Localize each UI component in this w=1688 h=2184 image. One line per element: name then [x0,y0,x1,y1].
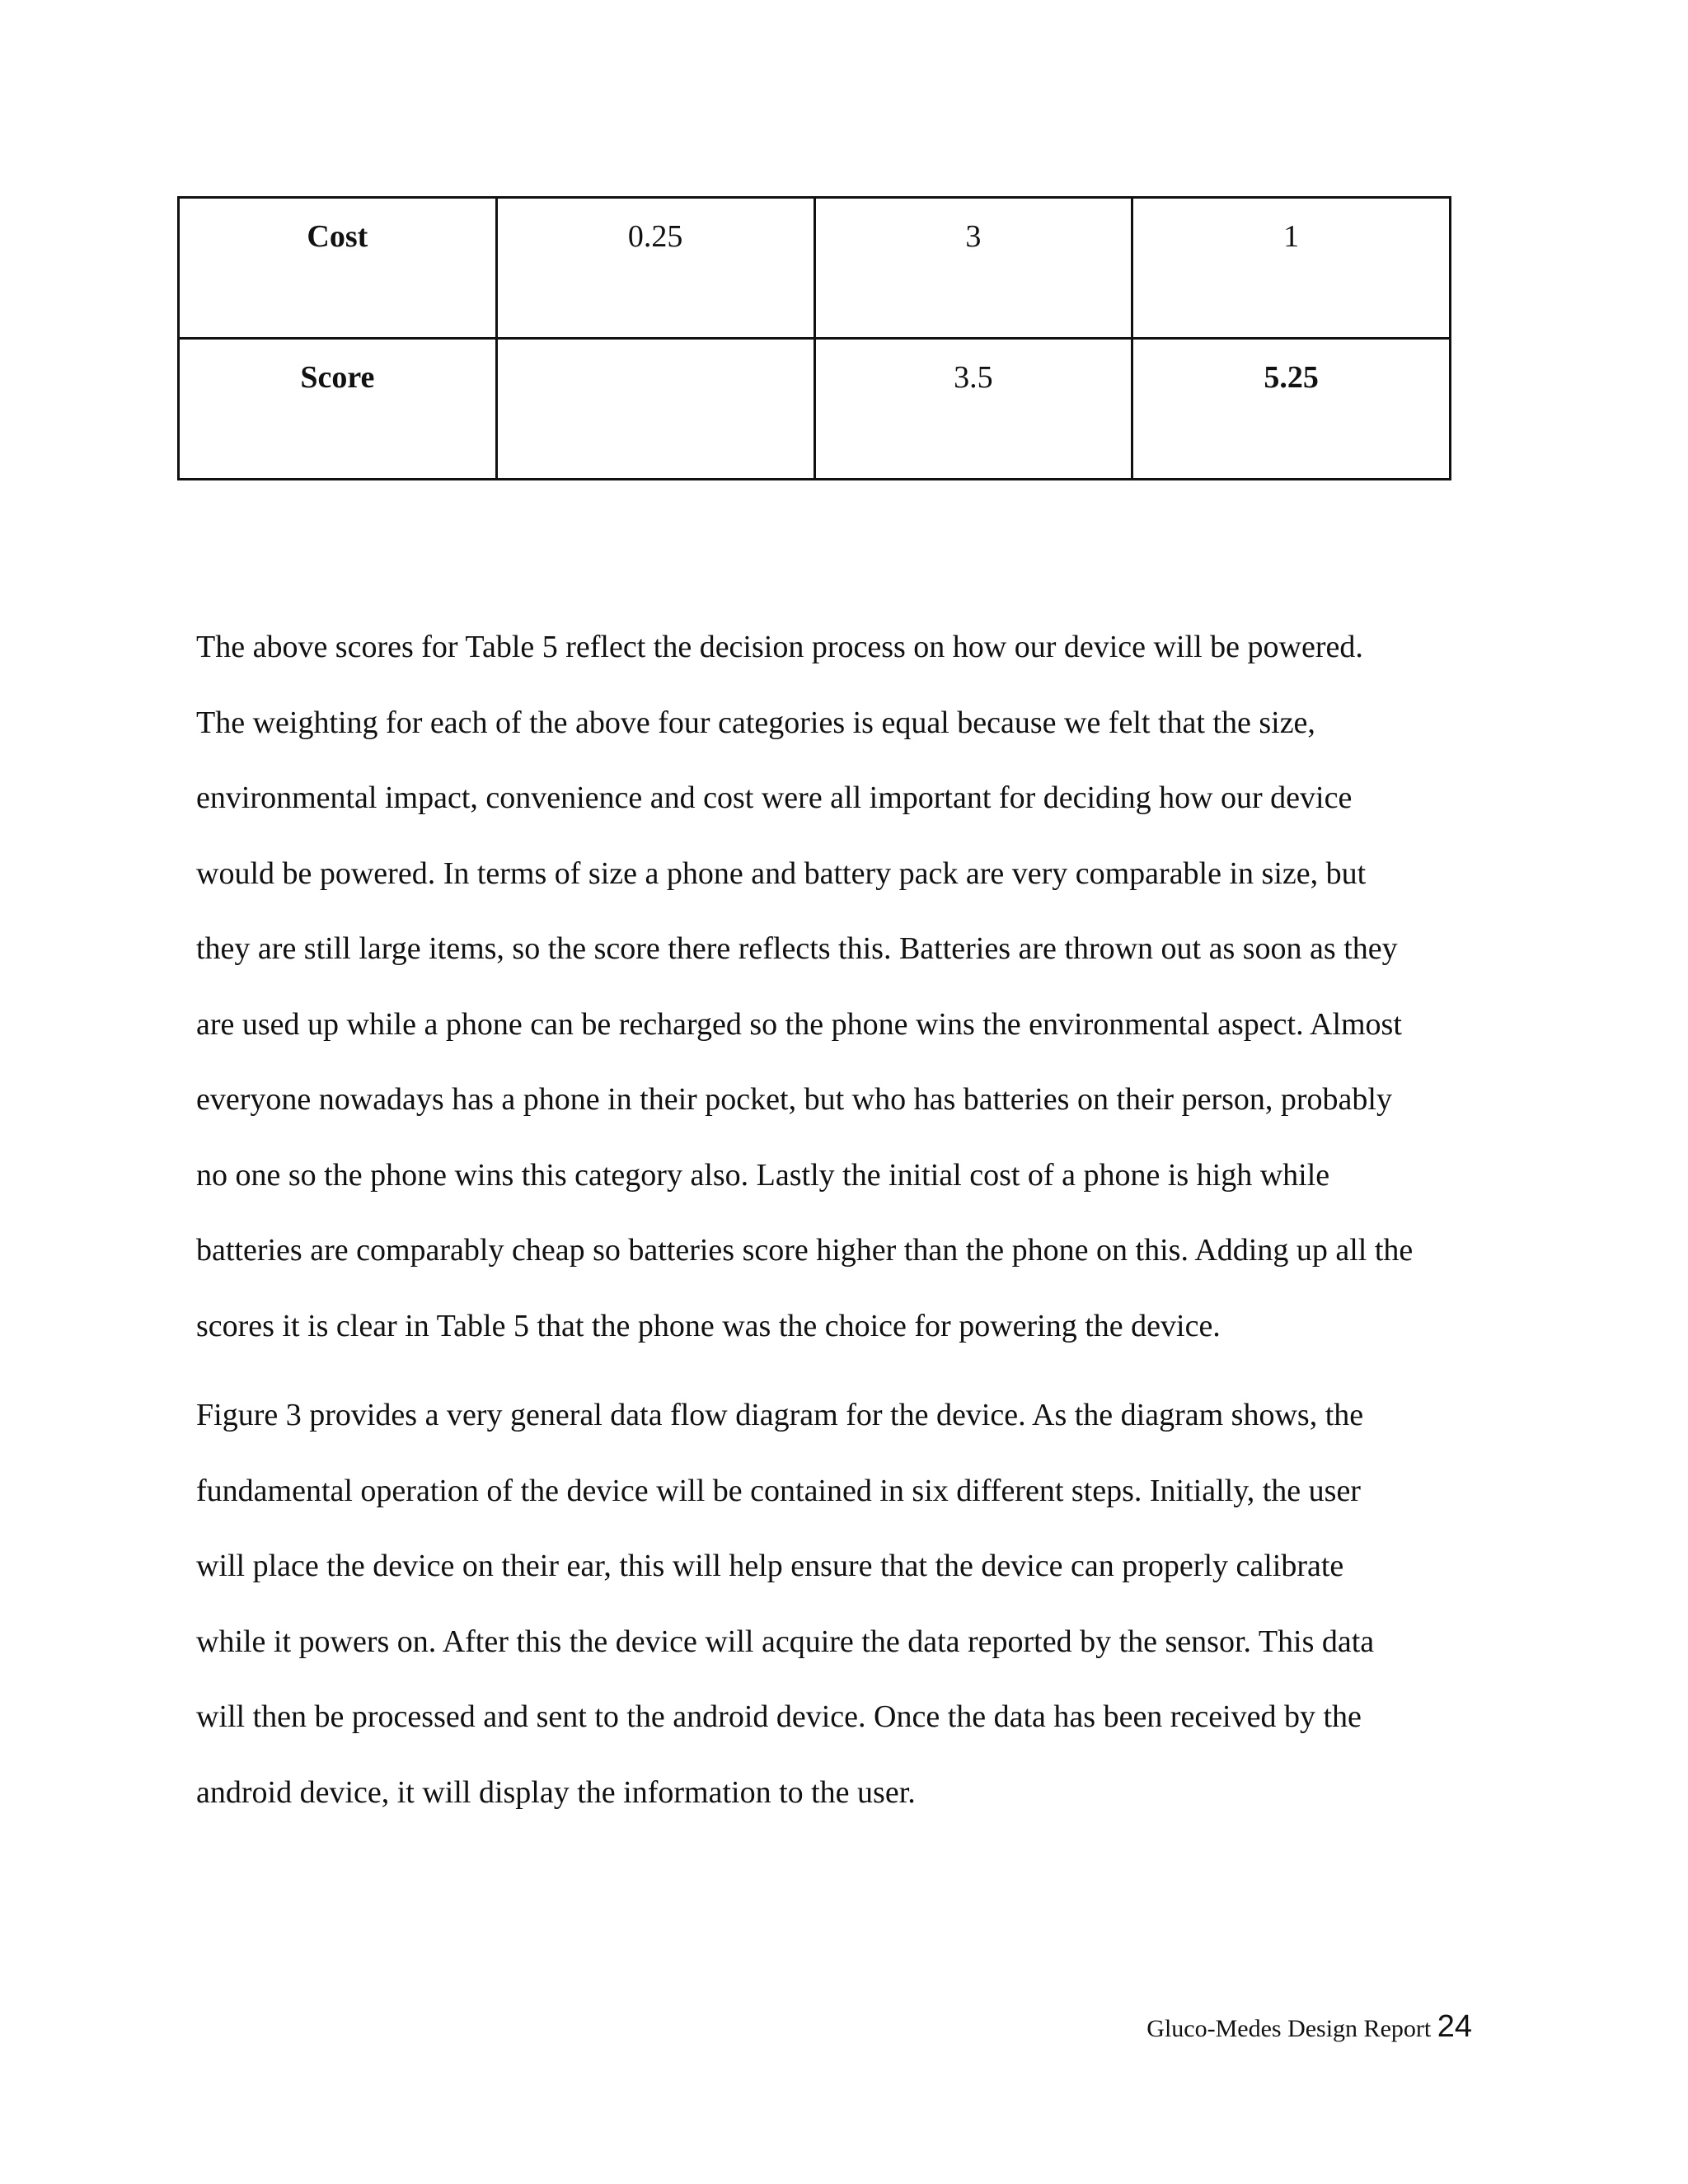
paragraph-power-decision [196,610,1498,1364]
text-line: Figure 3 provides a very general data flow diagram for the device. As the diagram shows, the [196,1398,1364,1432]
score-table [177,196,1451,480]
text-line: fundamental operation of the device will be contained in six different steps. Initially, the user [196,1473,1361,1508]
text-line: are used up while a phone can be recharged so the phone wins the environmental aspect. Almost [196,1006,1402,1042]
text-line: scores it is clear in Table 5 that the phone was the choice for powering the device. [196,1308,1221,1343]
text-line: will then be processed and sent to the android device. Once the data has been received by the [196,1699,1362,1734]
table-row [179,198,1451,339]
footer-title: Gluco-Medes Design Report [1146,2015,1432,2042]
text-line: The above scores for Table 5 reflect the decision process on how our device will be powered. [196,630,1363,664]
paragraph-data-flow [196,1378,1498,1830]
text-line: they are still large items, so the score there reflects this. Batteries are thrown out as soon as they [196,931,1398,966]
table-cell-best-score: 5.25 [1132,339,1451,480]
table-cell: 3 [814,198,1132,339]
text-line: no one so the phone wins this category also. Lastly the initial cost of a phone is high while [196,1157,1330,1193]
row-label-score: Score [179,339,497,480]
text-line: The weighting for each of the above four categories is equal because we felt that the size, [196,705,1315,740]
text-line: will place the device on their ear, this will help ensure that the device can properly calibrate [196,1549,1344,1583]
text-line: batteries are comparably cheap so batteries score higher than the phone on this. Adding up all the [196,1233,1414,1268]
text-line: android device, it will display the information to the user. [196,1774,916,1810]
table-cell: 1 [1132,198,1451,339]
table-cell [496,339,814,480]
page-footer [1146,2009,1472,2045]
page-number: 24 [1437,2009,1472,2044]
table-cell: 0.25 [496,198,814,339]
text-line: would be powered. In terms of size a phone and battery pack are very comparable in size, but [196,855,1367,891]
table-cell: 3.5 [814,339,1132,480]
text-line: environmental impact, convenience and cost were all important for deciding how our device [196,780,1353,815]
text-line: everyone nowadays has a phone in their pocket, but who has batteries on their person, probably [196,1082,1392,1117]
text-line: while it powers on. After this the device will acquire the data reported by the sensor. This data [196,1624,1375,1659]
row-label-cost: Cost [179,198,497,339]
table-row [179,339,1451,480]
